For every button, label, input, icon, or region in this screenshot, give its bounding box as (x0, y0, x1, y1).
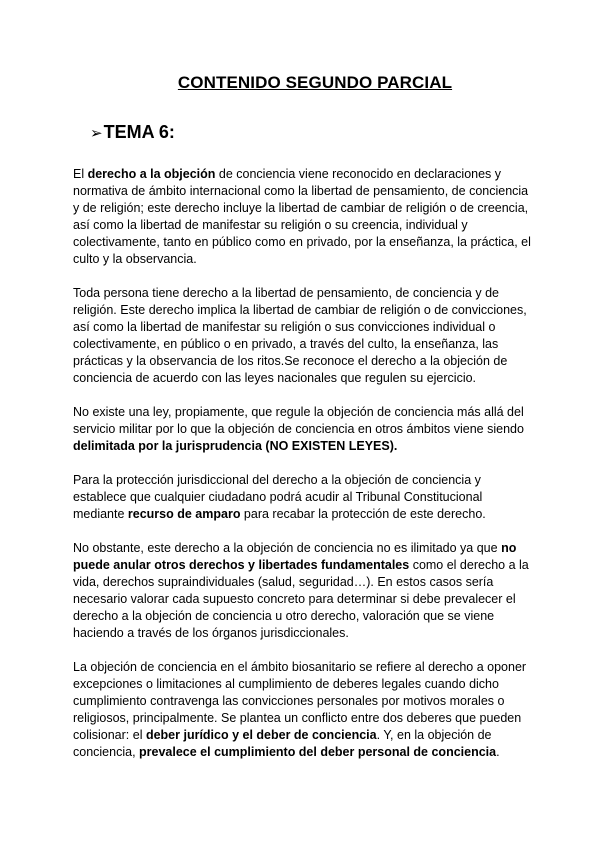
section-heading-label: TEMA 6: (103, 122, 175, 142)
paragraph-6: La objeción de conciencia en el ámbito biosanitario se refiere al derecho a oponer excepciones o limitaciones al cumplimiento de deberes legales cuando dicho cumplimiento contravenga las convicciones personales por motivos morales o religiosos, principalmente. Se plantea un conflicto entre dos deberes que pueden colisionar: el deber jurídico y el deber de conciencia. Y, en la objeción de conciencia, prevalece el cumplimiento del deber personal de conciencia. (73, 660, 527, 759)
emphasis-text: recurso de amparo (127, 507, 241, 521)
paragraph-4: Para la protección jurisdiccional del derecho a la objeción de conciencia y establece que cualquier ciudadano podrá acudir al Tribunal Constitucional mediante recurso de amparo para recabar la protección de este derecho. (73, 473, 486, 521)
emphasis-text: delimitada por la jurisprudencia (NO EXISTEN LEYES). (73, 439, 398, 453)
document-body (73, 166, 533, 778)
section-heading (90, 122, 175, 143)
emphasis-text: derecho a la objeción (87, 167, 216, 181)
paragraph-1: El derecho a la objeción de conciencia viene reconocido en declaraciones y normativa de ámbito internacional como la libertad de pensamiento, de conciencia y de religión; este derecho incluye la libertad de cambiar de religión o de creencia, así como la libertad de manifestar su religión o su creencia, individual y colectivamente, tanto en público como en privado, por la enseñanza, la práctica, el culto y la observancia. (73, 167, 531, 266)
emphasis-text: prevalece el cumplimiento del deber personal de conciencia (139, 745, 497, 759)
paragraph-3: No existe una ley, propiamente, que regule la objeción de conciencia más allá del servicio militar por lo que la objeción de conciencia en otros ámbitos viene siendo delimitada por la jurisprudencia (NO EXISTEN LEYES). (73, 405, 524, 453)
emphasis-text: no puede anular otros derechos y libertades fundamentales (73, 541, 517, 572)
emphasis-text: deber jurídico y el deber de conciencia (145, 728, 377, 742)
page-title: CONTENIDO SEGUNDO PARCIAL (177, 73, 453, 92)
arrow-bullet-icon: ➢ (90, 124, 103, 142)
paragraph-2: Toda persona tiene derecho a la libertad de pensamiento, de conciencia y de religión. Este derecho implica la libertad de cambiar de religión o de convicciones, así como la libertad de manifestar su religión o sus convicciones individual o colectivamente, en público o en privado, a través del culto, la enseñanza, las prácticas y la observancia de los ritos.Se reconoce el derecho a la objeción de conciencia de acuerdo con las leyes nacionales que regulen su ejercicio. (73, 286, 527, 385)
paragraph-5: No obstante, este derecho a la objeción de conciencia no es ilimitado ya que no puede anular otros derechos y libertades fundamentales como el derecho a la vida, derechos supraindividuales (salud, seguridad…). En estos casos sería necesario valorar cada supuesto concreto para determinar si debe prevalecer el derecho a la objeción de conciencia u otro derecho, valoración que se viene haciendo a través de los órganos jurisdiccionales. (73, 541, 529, 640)
